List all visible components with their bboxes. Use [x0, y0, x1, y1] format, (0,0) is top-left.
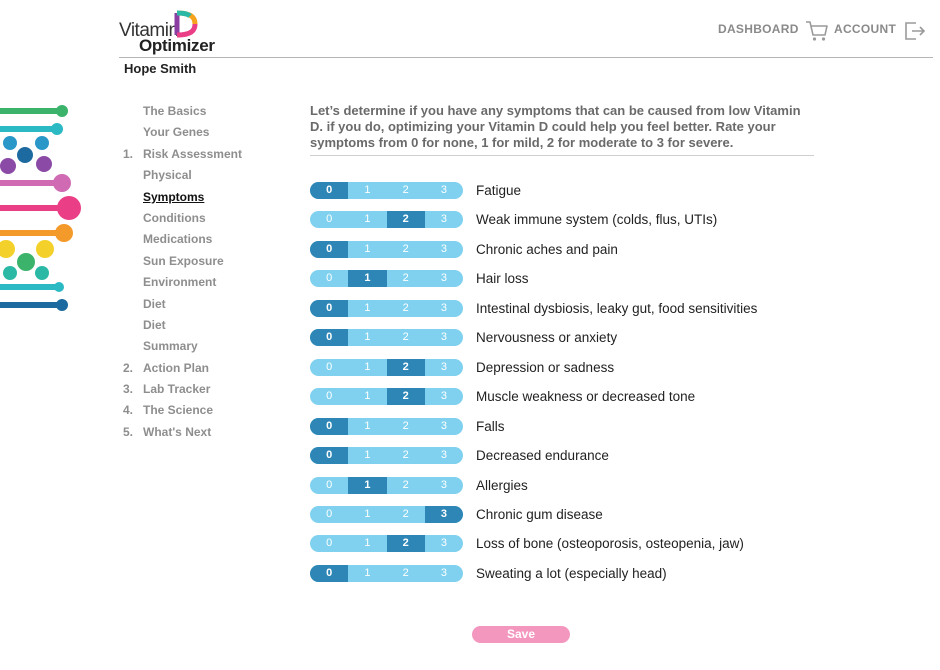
rating-selector [310, 329, 463, 346]
sidebar-item[interactable] [123, 125, 303, 146]
symptom-row [310, 241, 830, 270]
rating-option-1[interactable]: 1 [364, 360, 371, 373]
symptom-label: Loss of bone (osteoporosis, osteopenia, jaw) [476, 536, 744, 552]
sidebar-item[interactable] [123, 339, 303, 360]
rating-option-3[interactable]: 3 [440, 242, 447, 255]
symptom-label: Weak immune system (colds, flus, UTIs) [476, 212, 718, 228]
sidebar-item[interactable] [123, 190, 303, 211]
symptom-label: Sweating a lot (especially head) [476, 565, 667, 581]
rating-selector [310, 477, 463, 494]
rating-selector [310, 211, 463, 228]
rating-option-1[interactable]: 1 [348, 270, 386, 287]
rating-option-2[interactable]: 2 [402, 242, 409, 255]
logo-d-mark [174, 10, 198, 38]
rating-option-0[interactable]: 0 [310, 329, 348, 346]
rating-selector [310, 182, 463, 199]
sidebar-item-number: 5. [123, 424, 134, 439]
symptom-row [310, 418, 830, 447]
rating-option-0[interactable]: 0 [310, 447, 348, 464]
dna-illustration [0, 100, 85, 315]
save-button[interactable]: Save [472, 626, 570, 643]
sidebar-item[interactable] [123, 254, 303, 275]
symptom-row [310, 477, 830, 506]
rating-option-0[interactable]: 0 [326, 360, 333, 373]
logo-text-vitamin: Vitamin [119, 20, 179, 41]
rating-option-1[interactable]: 1 [364, 449, 371, 462]
sidebar-item[interactable] [123, 403, 303, 424]
rating-option-2[interactable]: 2 [402, 566, 409, 579]
sidebar-item[interactable] [123, 361, 303, 382]
symptom-row [310, 447, 830, 476]
rating-selector [310, 506, 463, 523]
rating-selector [310, 300, 463, 317]
sidebar-item[interactable] [123, 297, 303, 318]
symptom-row [310, 535, 830, 564]
symptom-label: Decreased endurance [476, 448, 609, 464]
rating-option-2[interactable]: 2 [387, 535, 425, 552]
sidebar-item-label: Medications [143, 232, 213, 247]
symptom-row [310, 565, 830, 594]
intro-divider [310, 155, 814, 156]
sidebar-item-label: Physical [143, 168, 192, 183]
rating-option-1[interactable]: 1 [364, 537, 371, 550]
sidebar-item[interactable] [123, 382, 303, 403]
sidebar-item-number: 1. [123, 146, 134, 161]
rating-option-2[interactable]: 2 [402, 419, 409, 432]
rating-option-1[interactable]: 1 [364, 242, 371, 255]
rating-option-0[interactable]: 0 [326, 390, 333, 403]
rating-option-3[interactable]: 3 [440, 360, 447, 373]
rating-option-3[interactable]: 3 [440, 272, 447, 285]
sidebar-item-label: Action Plan [143, 360, 210, 375]
rating-option-0[interactable]: 0 [310, 300, 348, 317]
rating-option-2[interactable]: 2 [387, 388, 425, 405]
symptom-label: Falls [476, 418, 505, 434]
sidebar-item[interactable] [123, 104, 303, 125]
rating-option-0[interactable]: 0 [326, 537, 333, 550]
rating-option-3[interactable]: 3 [425, 506, 463, 523]
symptom-list [310, 182, 830, 594]
symptom-label: Hair loss [476, 271, 529, 287]
sidebar-item-label: Summary [143, 339, 198, 354]
sidebar-item[interactable] [123, 168, 303, 189]
sidebar-item-label: Lab Tracker [143, 382, 211, 397]
rating-selector [310, 359, 463, 376]
rating-option-2[interactable]: 2 [402, 301, 409, 314]
symptom-row [310, 300, 830, 329]
rating-option-1[interactable]: 1 [364, 213, 371, 226]
symptom-row [310, 506, 830, 535]
symptom-row [310, 329, 830, 358]
sidebar-item-label: Conditions [143, 210, 206, 225]
rating-option-3[interactable]: 3 [440, 331, 447, 344]
sidebar-item[interactable] [123, 211, 303, 232]
rating-option-3[interactable]: 3 [440, 449, 447, 462]
rating-option-1[interactable]: 1 [364, 390, 371, 403]
cart-icon[interactable] [805, 20, 829, 42]
rating-option-1[interactable]: 1 [364, 507, 371, 520]
rating-option-3[interactable]: 3 [440, 478, 447, 491]
sidebar-item[interactable] [123, 275, 303, 296]
symptom-row [310, 182, 830, 211]
header-divider [119, 57, 933, 58]
logout-icon[interactable] [904, 20, 926, 42]
rating-option-2[interactable]: 2 [402, 331, 409, 344]
user-name: Hope Smith [124, 61, 197, 76]
sidebar-item-label: Your Genes [143, 125, 210, 140]
sidebar-nav [123, 104, 303, 446]
rating-option-2[interactable]: 2 [387, 359, 425, 376]
rating-option-2[interactable]: 2 [402, 272, 409, 285]
symptom-row [310, 270, 830, 299]
rating-option-2[interactable]: 2 [402, 507, 409, 520]
sidebar-item-number: 3. [123, 382, 134, 397]
sidebar-item-label: Symptoms [143, 189, 205, 204]
symptom-label: Nervousness or anxiety [476, 330, 618, 346]
symptom-row [310, 211, 830, 240]
rating-option-0[interactable]: 0 [310, 241, 348, 258]
sidebar-item-label: The Science [143, 403, 214, 418]
rating-option-1[interactable]: 1 [348, 477, 386, 494]
rating-option-0[interactable]: 0 [326, 272, 333, 285]
sidebar-item-label: The Basics [143, 104, 207, 118]
rating-selector [310, 418, 463, 435]
symptom-label: Intestinal dysbiosis, leaky gut, food sensitivities [476, 300, 758, 316]
sidebar-item-label: Risk Assessment [143, 146, 242, 161]
sidebar-item-label: What's Next [143, 424, 212, 439]
symptom-label: Muscle weakness or decreased tone [476, 389, 696, 405]
symptom-label: Allergies [476, 477, 528, 493]
symptom-row [310, 359, 830, 388]
rating-option-0[interactable]: 0 [310, 182, 348, 199]
rating-option-3[interactable]: 3 [440, 301, 447, 314]
rating-option-3[interactable]: 3 [440, 419, 447, 432]
sidebar-item[interactable] [123, 147, 303, 168]
sidebar-item-label: Diet [143, 296, 166, 311]
sidebar-item[interactable] [123, 232, 303, 253]
rating-selector [310, 535, 463, 552]
rating-option-1[interactable]: 1 [364, 331, 371, 344]
rating-option-0[interactable]: 0 [310, 418, 348, 435]
rating-option-1[interactable]: 1 [364, 419, 371, 432]
nav-dashboard-link[interactable]: DASHBOARD [718, 22, 799, 36]
rating-option-3[interactable]: 3 [440, 566, 447, 579]
rating-option-1[interactable]: 1 [364, 301, 371, 314]
rating-selector [310, 565, 463, 582]
rating-option-3[interactable]: 3 [440, 537, 447, 550]
intro-text: Let’s determine if you have any symptoms that can be caused from low Vitamin D. if you do, optimizing your Vitamin D could help you feel better. Rate your symptoms from 0 for none, 1 for mild, 2 for moderate to 3 for severe. [310, 103, 801, 150]
sidebar-item-label: Diet [143, 317, 166, 332]
nav-account-link[interactable]: ACCOUNT [834, 22, 897, 36]
symptom-row [310, 388, 830, 417]
symptom-label: Depression or sadness [476, 359, 615, 375]
sidebar-item-label: Environment [143, 275, 217, 290]
symptom-label: Chronic aches and pain [476, 241, 618, 257]
rating-option-2[interactable]: 2 [387, 211, 425, 228]
sidebar-item[interactable] [123, 425, 303, 446]
symptom-label: Fatigue [476, 183, 522, 198]
rating-option-2[interactable]: 2 [402, 478, 409, 491]
rating-option-2[interactable]: 2 [402, 449, 409, 462]
rating-selector [310, 388, 463, 405]
symptom-label: Chronic gum disease [476, 506, 603, 522]
rating-selector [310, 241, 463, 258]
rating-option-3[interactable]: 3 [440, 390, 447, 403]
rating-option-1[interactable]: 1 [364, 184, 371, 196]
rating-selector [310, 447, 463, 464]
rating-option-2[interactable]: 2 [402, 184, 409, 196]
logo[interactable] [119, 9, 229, 55]
sidebar-item-number: 2. [123, 360, 134, 375]
rating-selector [310, 270, 463, 287]
sidebar-item-label: Sun Exposure [143, 253, 224, 268]
logo-text-optimizer: Optimizer [139, 36, 215, 55]
sidebar-item-number: 4. [123, 403, 134, 418]
rating-option-0[interactable]: 0 [326, 478, 333, 491]
rating-option-3[interactable]: 3 [440, 213, 447, 226]
rating-option-1[interactable]: 1 [364, 566, 371, 579]
rating-option-3[interactable]: 3 [440, 184, 447, 196]
rating-option-0[interactable]: 0 [310, 565, 348, 582]
rating-option-0[interactable]: 0 [326, 213, 333, 226]
rating-option-0[interactable]: 0 [326, 507, 333, 520]
sidebar-item[interactable] [123, 318, 303, 339]
